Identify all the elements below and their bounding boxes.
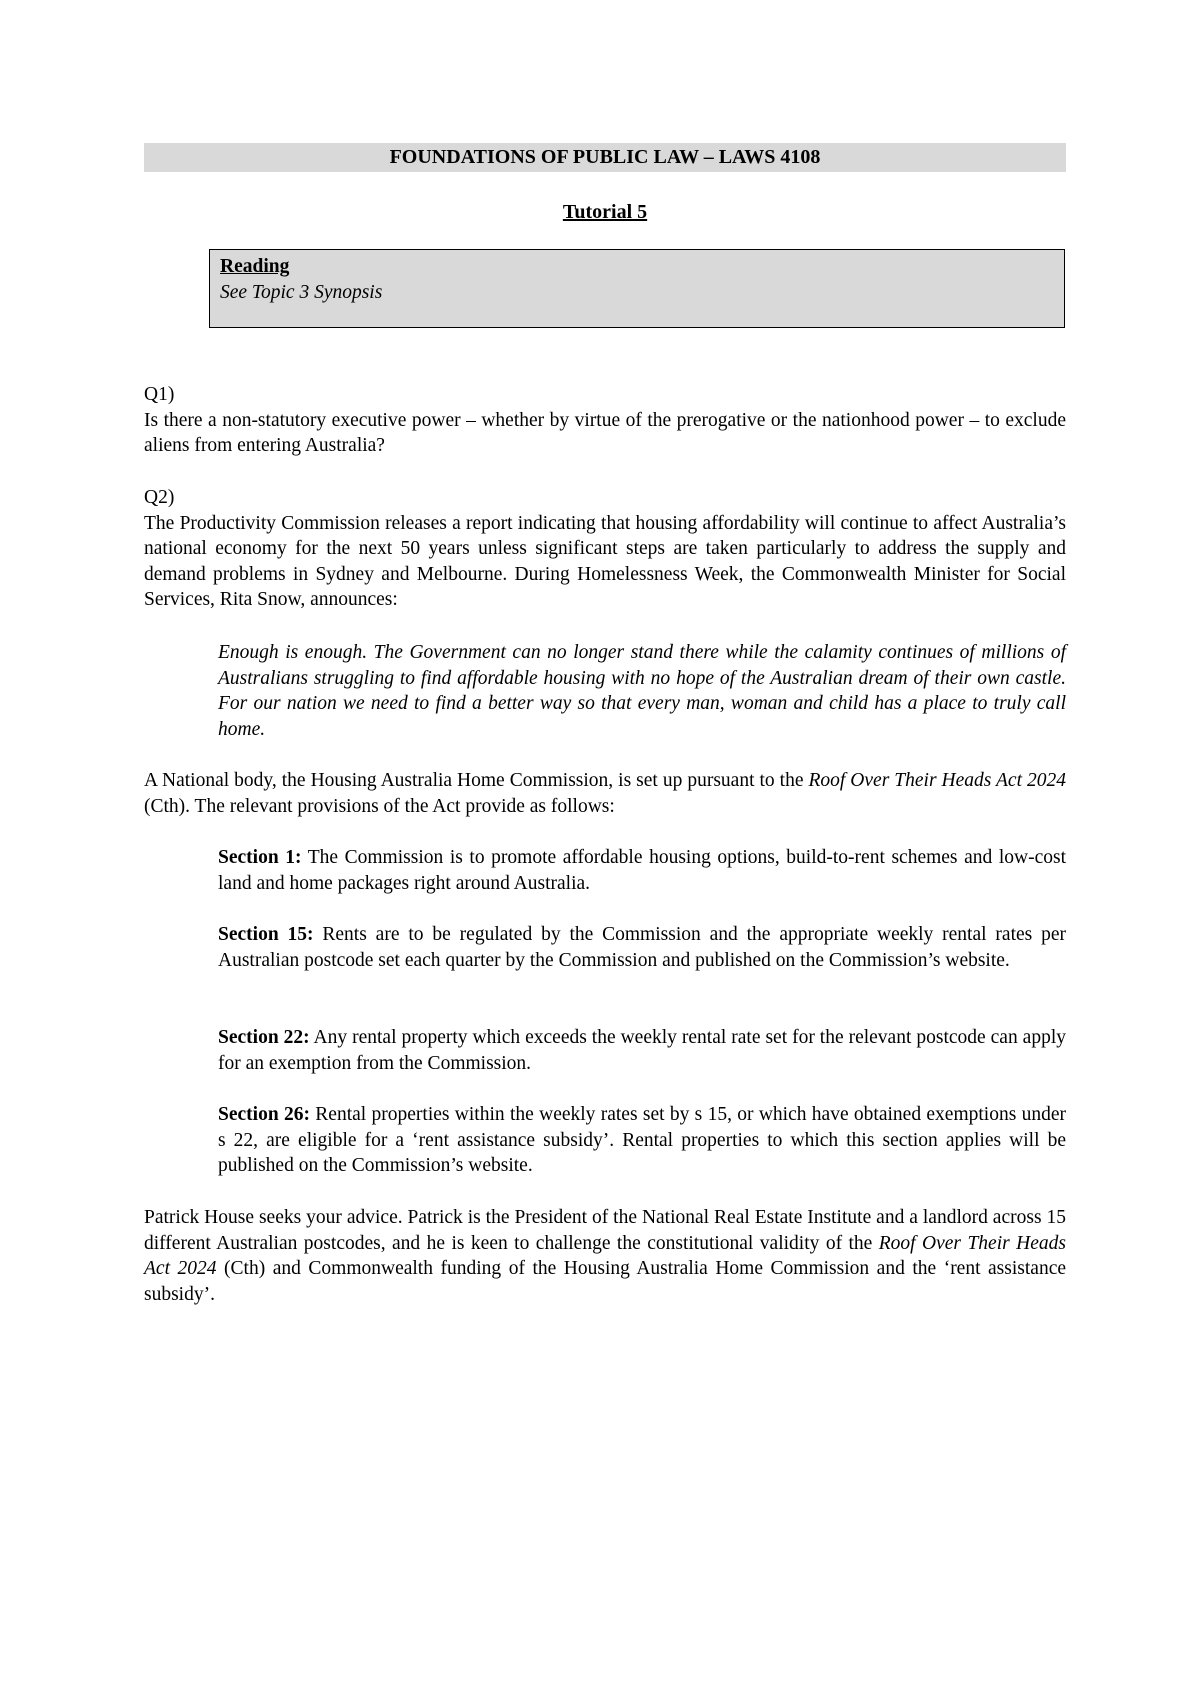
act-intro-post: (Cth). The relevant provisions of the Act provide as follows: <box>144 795 615 817</box>
section-26-label: Section 26: <box>218 1104 310 1125</box>
question-2 <box>144 485 1066 613</box>
closing-act-name: Roof Over Their Heads Act 2024 <box>144 1232 1066 1279</box>
section-22-text: Any rental property which exceeds the weekly rental rate set for the relevant postcode can apply for an exemption from the Commission. <box>218 1027 1067 1074</box>
section-26 <box>218 1102 1066 1179</box>
reading-box <box>209 249 1065 328</box>
section-22 <box>218 1025 1066 1076</box>
section-1 <box>218 845 1066 896</box>
act-intro-pre: A National body, the Housing Australia Home Commission, is set up pursuant to the <box>144 770 809 791</box>
reading-heading: Reading <box>220 256 290 277</box>
closing-post: (Cth) and Commonwealth funding of the Housing Australia Home Commission and the ‘rent assistance subsidy’. <box>144 1258 1067 1305</box>
question-2-label: Q2) <box>144 487 175 508</box>
question-1-label: Q1) <box>144 384 175 405</box>
act-name: Roof Over Their Heads Act 2024 <box>808 770 1066 791</box>
section-26-text: Rental properties within the weekly rates set by s 15, or which have obtained exemptions under s 22, are eligible for a ‘rent assistance subsidy’. Rental properties to which this section applies will be published on the Commission’s website. <box>218 1104 1067 1176</box>
section-15-text: Rents are to be regulated by the Commission and the appropriate weekly rental rates per Australian postcode set each quarter by the Commission and published on the Commission’s website. <box>218 924 1066 971</box>
minister-quote <box>218 640 1066 742</box>
tutorial-subtitle: Tutorial 5 <box>562 201 648 223</box>
section-15-label: Section 15: <box>218 924 314 945</box>
document-title: FOUNDATIONS OF PUBLIC LAW – LAWS 4108 <box>144 143 1066 172</box>
minister-quote-text: Enough is enough. The Government can no longer stand there while the calamity continues of millions of Australians struggling to find affordable housing with no hope of the Australian dream of their own castle. For our nation we need to find a better way so that every man, woman and child has a place to truly call home. <box>218 642 1066 740</box>
question-1-text: Is there a non-statutory executive power – whether by virtue of the prerogative or the nationhood power – to exclude aliens from entering Australia? <box>144 409 1066 456</box>
section-15 <box>218 922 1066 973</box>
question-1 <box>144 382 1066 459</box>
closing-pre: Patrick House seeks your advice. Patrick is the President of the National Real Estate Institute and a landlord across 15 different Australian postcodes, and he is keen to challenge the constitutional validity of the <box>144 1207 1066 1254</box>
section-1-text: The Commission is to promote affordable housing options, build-to-rent schemes and low-cost land and home packages right around Australia. <box>218 847 1066 894</box>
act-intro-paragraph <box>144 768 1066 819</box>
section-1-label: Section 1: <box>218 847 302 868</box>
question-2-intro: The Productivity Commission releases a report indicating that housing affordability will continue to affect Australia’s national economy for the next 50 years unless significant steps are taken particularly to address the supply and demand problems in Sydney and Melbourne. During Homelessness Week, the Commonwealth Minister for Social Services, Rita Snow, announces: <box>144 512 1066 610</box>
reading-text: See Topic 3 Synopsis <box>220 282 383 303</box>
section-22-label: Section 22: <box>218 1027 310 1048</box>
closing-paragraph <box>144 1205 1066 1307</box>
